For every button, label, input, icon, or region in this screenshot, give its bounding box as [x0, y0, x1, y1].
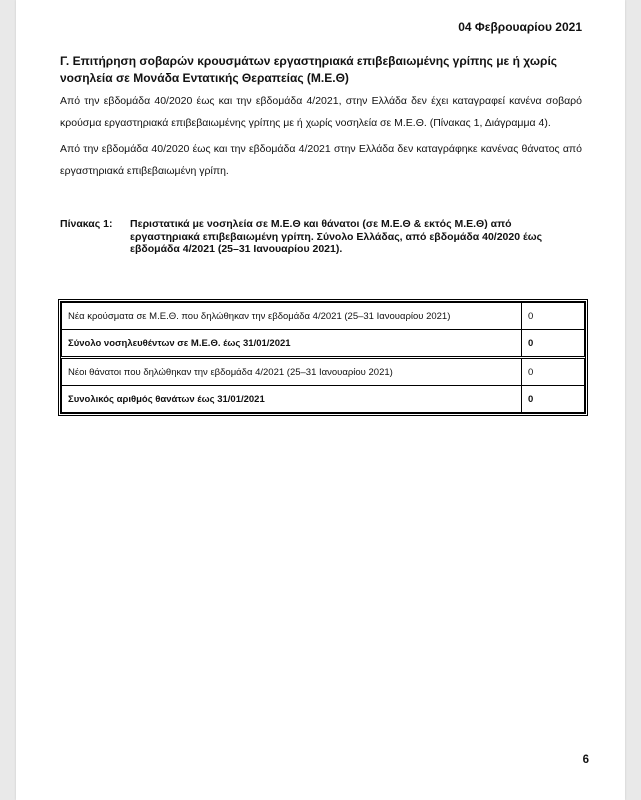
table-cell-label: Νέα κρούσματα σε Μ.Ε.Θ. που δηλώθηκαν την εβδομάδα 4/2021 (25–31 Ιανουαρίου 2021) [62, 303, 522, 330]
table-row [62, 330, 585, 358]
table-cell-value: 0 [522, 386, 585, 413]
table-cell-value: 0 [522, 330, 585, 358]
page-number: 6 [582, 754, 589, 766]
paragraph: Από την εβδομάδα 40/2020 έως και την εβδομάδα 4/2021, στην Ελλάδα δεν έχει καταγραφεί κανένα σοβαρό κρούσμα εργαστηριακά επιβεβαιωμένης γρίπης με ή χωρίς νοσηλεία σε Μ.Ε.Θ. (Πίνακας 1, Διάγραμμα 4). [60, 95, 582, 129]
table-row [62, 303, 585, 330]
section-title: Γ. Επιτήρηση σοβαρών κρουσμάτων εργαστηριακά επιβεβαιωμένης γρίπης με ή χωρίς νοσηλεία σε Μονάδα Εντατικής Θεραπείας (Μ.Ε.Θ) [60, 54, 558, 85]
table-caption-label: Πίνακας 1: [60, 218, 113, 230]
table-caption-text: Περιστατικά με νοσηλεία σε Μ.Ε.Θ και θάνατοι (σε Μ.Ε.Θ & εκτός Μ.Ε.Θ) από εργαστηριακά επιβεβαιωμένη γρίπη. Σύνολο Ελλάδας, από εβδομάδα 40/2020 έως εβδομάδα 4/2021 (25–31 Ιανουαρίου 2021). [130, 218, 543, 255]
document-page [16, 0, 625, 800]
table-cell-label: Σύνολο νοσηλευθέντων σε Μ.Ε.Θ. έως 31/01/2021 [62, 330, 522, 358]
table-cell-value: 0 [522, 303, 585, 330]
table-row [62, 358, 585, 386]
paragraph: Από την εβδομάδα 40/2020 έως και την εβδομάδα 4/2021 στην Ελλάδα δεν καταγράφηκε κανένας θάνατος από εργαστηριακά επιβεβαιωμένη γρίπη. [60, 143, 582, 177]
table-cell-label: Συνολικός αριθμός θανάτων έως 31/01/2021 [62, 386, 522, 413]
table-cell-value: 0 [522, 358, 585, 386]
table-row [62, 386, 585, 413]
report-date: 04 Φεβρουαρίου 2021 [458, 20, 582, 34]
icu-deaths-table [58, 299, 588, 416]
table-cell-label: Νέοι θάνατοι που δηλώθηκαν την εβδομάδα 4/2021 (25–31 Ιανουαρίου 2021) [62, 358, 522, 386]
